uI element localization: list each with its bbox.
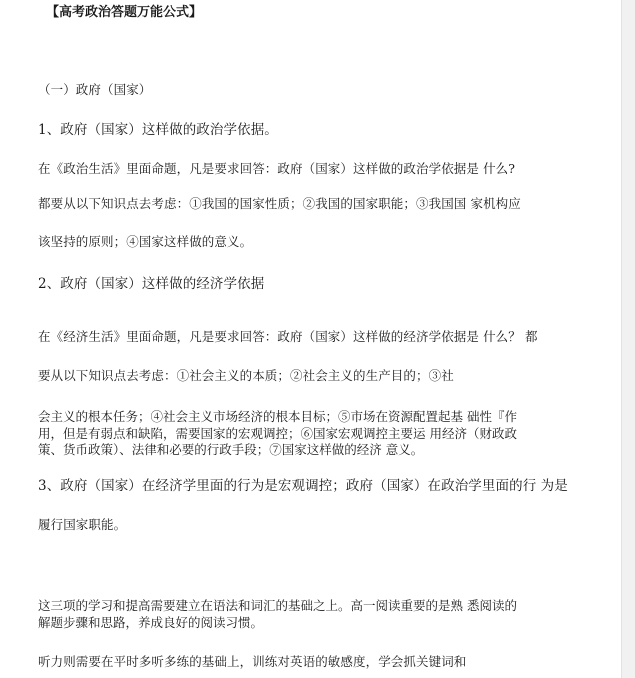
item2-para-line-2: 用，但是有弱点和缺陷，需要国家的宏观调控；⑥国家宏观调控主要运 用经济（财政政 bbox=[38, 425, 517, 441]
item1-line-1: 在《政治生活》里面命题，凡是要求回答：政府（国家）这样做的政治学依据是 什么? bbox=[38, 161, 516, 176]
item3-line-2: 履行国家职能。 bbox=[38, 517, 127, 532]
item1-line-2: 都要从以下知识点去考虑：①我国的国家性质；②我国的国家职能；③我国国 家机构应 bbox=[38, 196, 521, 211]
english-para-line-2: 解题步骤和思路，养成良好的阅读习惯。 bbox=[38, 614, 264, 630]
item2-para-line-3: 策、货币政策）、法律和必要的行政手段；⑦国家这样做的经济 意义。 bbox=[38, 442, 424, 457]
item1-line-3: 该坚持的原则；④国家这样做的意义。 bbox=[38, 234, 253, 249]
document-title: 【高考政治答题万能公式】 bbox=[46, 5, 203, 20]
section-heading: （一）政府（国家） bbox=[38, 82, 152, 97]
item2-paragraph bbox=[38, 409, 517, 459]
item3-line-1: 3、政府（国家）在经济学里面的行为是宏观调控；政府（国家）在政治学里面的行 为是 bbox=[38, 478, 568, 494]
listening-line: 听力则需要在平时多听多练的基础上，训练对英语的敏感度，学会抓关键词和 bbox=[38, 654, 467, 669]
item1-heading: 1、政府（国家）这样做的政治学依据。 bbox=[38, 122, 278, 138]
english-paragraph bbox=[38, 598, 517, 631]
item2-para-line-1: 会主义的根本任务；④社会主义市场经济的根本目标；⑤市场在资源配置起基 础性『作 bbox=[38, 409, 517, 424]
item2-line-1: 在《经济生活》里面命题，凡是要求回答：政府（国家）这样做的经济学依据是 什么？ 都 bbox=[38, 329, 538, 344]
item2-heading: 2、政府（国家）这样做的经济学依据 bbox=[38, 276, 265, 292]
scrollbar[interactable] bbox=[621, 0, 635, 678]
item2-line-2: 要从以下知识点去考虑：①社会主义的本质；②社会主义的生产目的；③社 bbox=[38, 368, 454, 383]
english-para-line-1: 这三项的学习和提高需要建立在语法和词汇的基础之上。高一阅读重要的是熟 悉阅读的 bbox=[38, 598, 517, 613]
